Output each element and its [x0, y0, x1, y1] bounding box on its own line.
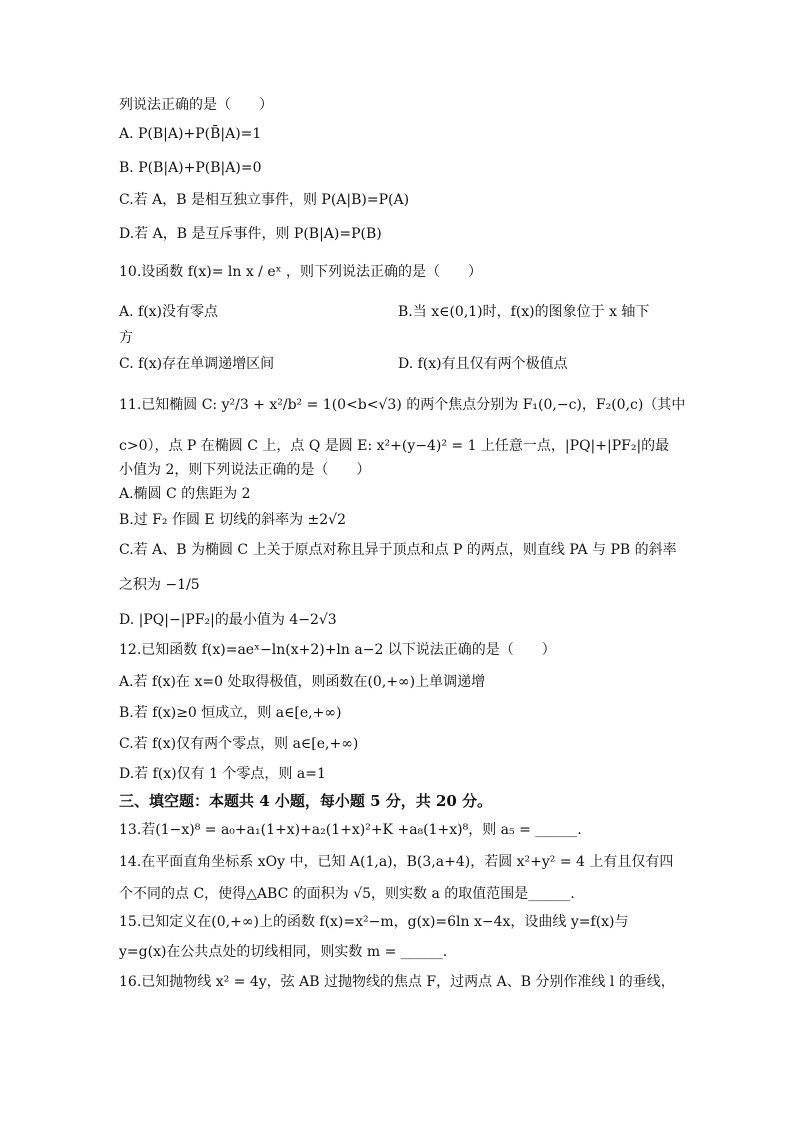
q10-option-c: C. f(x)存在单调递增区间 — [119, 356, 275, 372]
q12-option-a: A.若 f(x)在 x=0 处取得极值，则函数在(0,+∞)上单调递增 — [119, 674, 486, 690]
q11-option-c-line-1: C.若 A、B 为椭圆 C 上关于原点对称且异于顶点和点 P 的两点，则直线 PA 与 PB 的斜率 — [119, 542, 677, 558]
q9-option-a: A. P(B|A)+P(B̄|A)=1 — [119, 126, 262, 142]
q9-stem-tail: 列说法正确的是（ ） — [119, 97, 273, 113]
q14-line-2: 个不同的点 C，使得△ABC 的面积为 √5，则实数 a 的取值范围是______. — [119, 886, 575, 902]
q12-stem: 12.已知函数 f(x)=aeˣ−ln(x+2)+ln a−2 以下说法正确的是（ ） — [119, 642, 556, 658]
q11-line-3: 小值为 2，则下列说法正确的是（ ） — [119, 462, 371, 478]
q11-option-a: A.椭圆 C 的焦距为 2 — [119, 486, 251, 502]
q9-option-d: D.若 A，B 是互斥事件，则 P(B|A)=P(B) — [119, 226, 382, 242]
q10-option-d: D. f(x)有且仅有两个极值点 — [398, 356, 568, 372]
q11-option-c-line-2: 之积为 −1/5 — [119, 577, 200, 593]
q12-option-b: B.若 f(x)≥0 恒成立，则 a∈[e,+∞) — [119, 705, 342, 721]
q9-option-c: C.若 A，B 是相互独立事件，则 P(A|B)=P(A) — [119, 192, 410, 208]
q10-stem: 10.设函数 f(x)= ln x / eˣ ，则下列说法正确的是（ ） — [119, 264, 483, 280]
q11-option-d: D. |PQ|−|PF₂|的最小值为 4−2√3 — [119, 612, 337, 628]
section-3-heading: 三、填空题：本题共 4 小题，每小题 5 分，共 20 分。 — [119, 792, 493, 810]
q10-option-b: B.当 x∈(0,1)时，f(x)的图象位于 x 轴下 — [398, 304, 650, 320]
q16: 16.已知抛物线 x² = 4y，弦 AB 过抛物线的焦点 F，过两点 A、B 分别作准线 l 的垂线， — [119, 974, 675, 990]
q15-line-2: y=g(x)在公共点处的切线相同，则实数 m = ______. — [119, 944, 448, 960]
q11-option-b: B.过 F₂ 作圆 E 切线的斜率为 ±2√2 — [119, 512, 347, 528]
q11-line-2: c>0），点 P 在椭圆 C 上，点 Q 是圆 E: x²+(y−4)² = 1 上任意一点，|PQ|+|PF₂|的最 — [119, 438, 670, 454]
q11-line-1: 11.已知椭圆 C: y²/3 + x²/b² = 1(0<b<√3) 的两个焦点分别为 F₁(0,−c)，F₂(0,c)（其中 — [119, 397, 686, 413]
q12-option-d: D.若 f(x)仅有 1 个零点，则 a=1 — [119, 766, 326, 782]
q10-option-b-cont: 方 — [119, 330, 133, 346]
q9-option-b: B. P(B|A)+P(B|A)=0 — [119, 160, 262, 176]
q14-line-1: 14.在平面直角坐标系 xOy 中，已知 A(1,a)，B(3,a+4)，若圆 x²+y² = 4 上有且仅有四 — [119, 854, 674, 870]
q15-line-1: 15.已知定义在(0,+∞)上的函数 f(x)=x²−m，g(x)=6ln x−4x，设曲线 y=f(x)与 — [119, 914, 629, 930]
q12-option-c: C.若 f(x)仅有两个零点，则 a∈[e,+∞) — [119, 736, 359, 752]
q13: 13.若(1−x)⁸ = a₀+a₁(1+x)+a₂(1+x)²+K +a₈(1+x)⁸，则 a₅ = ______. — [119, 822, 582, 838]
q10-option-a: A. f(x)没有零点 — [119, 304, 219, 320]
